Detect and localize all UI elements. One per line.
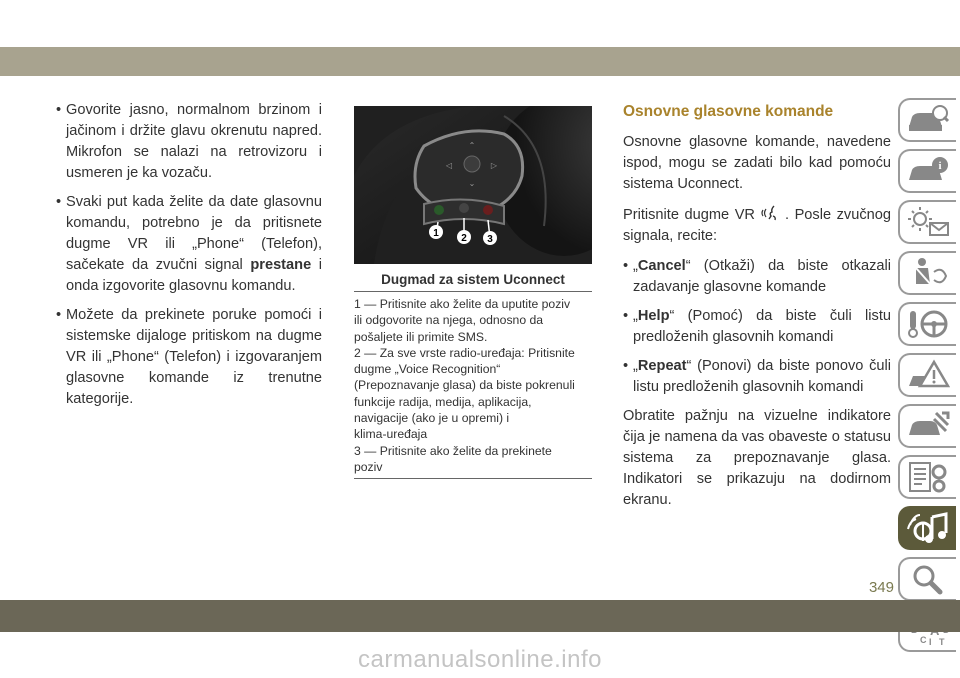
car-info-icon <box>906 103 950 137</box>
footer-band <box>0 600 960 632</box>
quote-open: „ <box>633 258 638 274</box>
caption-line: klima-uređaja <box>354 427 428 442</box>
seat-belt-icon <box>906 256 950 290</box>
command-item <box>623 356 891 398</box>
voice-recognition-icon <box>759 204 781 222</box>
bullet-item <box>56 100 322 184</box>
steering-wheel-illustration <box>354 106 592 264</box>
tab-seat-belt[interactable] <box>898 251 956 295</box>
press-instruction <box>623 204 891 247</box>
tab-dashboard-lights[interactable] <box>898 200 956 244</box>
quote-open: „ <box>633 308 638 324</box>
callout-label-3: 3 <box>487 234 493 245</box>
bullet-text: i onda izgovorite glasovnu komandu. <box>66 257 322 294</box>
car-warning-icon <box>906 154 950 188</box>
page-number: 349 <box>868 579 894 596</box>
command-item <box>623 256 891 298</box>
svg-text:i: i <box>938 160 942 172</box>
command-keyword: Repeat <box>637 358 687 374</box>
caption-line: navigacije (ako je u opremi) i <box>354 411 510 426</box>
bullet-item <box>56 192 322 297</box>
callout-label-2: 2 <box>461 233 467 244</box>
index-letter: I <box>929 637 932 647</box>
bullet-dot: • <box>56 194 62 210</box>
caption-line: pošaljete ili primite SMS. <box>354 329 488 344</box>
caption-line: dugme „Voice Recognition“ <box>354 362 501 377</box>
tab-multimedia[interactable] <box>898 506 956 550</box>
bullet-dot: • <box>56 102 62 118</box>
tab-search[interactable] <box>898 557 956 601</box>
steering-wheel-photo <box>354 106 592 264</box>
quote-open: „ <box>633 358 638 374</box>
caption-divider <box>354 478 592 479</box>
caption-line: 2 — Za sve vrste radio-uređaja: Pritisnite <box>354 345 575 360</box>
right-column <box>623 100 891 520</box>
multimedia-icon <box>906 511 950 545</box>
bullet-dot: • <box>623 258 629 274</box>
caption-line: poziv <box>354 459 383 474</box>
hazard-triangle-icon <box>906 358 950 392</box>
command-keyword: Help <box>637 308 670 324</box>
watermark: carmanualsonline.info <box>358 646 602 673</box>
svg-text:⌃: ⌃ <box>468 141 476 150</box>
header-band <box>0 47 960 76</box>
tab-hazard[interactable] <box>898 353 956 397</box>
command-item <box>623 306 891 348</box>
svg-text:▷: ▷ <box>490 161 498 170</box>
steering-key-icon <box>906 307 950 341</box>
index-letter: C <box>920 635 927 645</box>
caption-line: 3 — Pritisnite ako želite da prekinete <box>354 443 552 458</box>
caption-line: funkcije radija, medija, aplikacija, <box>354 394 532 409</box>
bullet-dot: • <box>623 358 629 374</box>
press-text: . Posle zvučnog signala, recite: <box>623 207 891 244</box>
section-heading: Osnovne glasovne komande <box>623 103 834 120</box>
command-description: “ (Ponovi) da biste ponovo čuli listu predloženih glasovnih komandi <box>633 358 891 395</box>
command-description: “ (Otkaži) da biste otkazali zadavanje glasovne komande <box>633 258 891 295</box>
press-text: Pritisnite dugme VR <box>623 207 755 223</box>
command-description: “ (Pomoć) da biste čuli listu predloženih glasovnih komandi <box>633 308 891 345</box>
caption-divider <box>354 291 592 292</box>
tab-car-info[interactable] <box>898 98 956 142</box>
figure-caption-body <box>354 296 592 475</box>
figure-caption-title: Dugmad za sistem Uconnect <box>381 272 565 287</box>
bullet-bold: prestane <box>250 257 312 273</box>
callout-label-1: 1 <box>433 228 439 239</box>
chapter-tabs <box>898 98 960 659</box>
bullet-dot: • <box>56 307 62 323</box>
bullet-text: Svaki put kada želite da date glasovnu komandu, potrebno je da pritisnete dugme VR ili „Phone“ (Telefon), sačekate da zvučni signal <box>66 194 322 273</box>
tab-car-warning[interactable] <box>898 149 956 193</box>
closing-paragraph: Obratite pažnju na vizuelne indikatore čija je namena da vas obaveste o statusu sistema za prepoznavanje glasa. Indikatori se prikazuju na dodirnom ekranu. <box>623 408 891 508</box>
tab-car-service[interactable] <box>898 404 956 448</box>
svg-text:◁: ◁ <box>445 161 453 170</box>
bullet-text: Možete da prekinete poruke pomoći i sistemske dijaloge pritiskom na dugme VR ili „Phone“ (Telefon) i izgovaranjem glasovne komande iz trenutne kategorije. <box>66 307 322 407</box>
bullet-dot: • <box>623 308 629 324</box>
left-column <box>56 100 322 418</box>
index-letter: T <box>939 637 945 647</box>
dashboard-lights-icon <box>906 205 950 239</box>
car-service-icon <box>906 409 950 443</box>
intro-paragraph: Osnovne glasovne komande, navedene ispod, mogu se zadati bilo kad pomoću sistema Uconnect. <box>623 134 891 192</box>
command-keyword: Cancel <box>637 258 686 274</box>
bullet-item <box>56 305 322 410</box>
search-icon <box>906 562 950 596</box>
tab-specifications[interactable] <box>898 455 956 499</box>
bullet-text: Govorite jasno, normalnom brzinom i jačinom i držite glavu okrenutu napred. Mikrofon se nalazi na retrovizoru i usmeren je ka vozaču. <box>66 102 322 181</box>
caption-line: 1 — Pritisnite ako želite da uputite poziv <box>354 297 571 311</box>
svg-text:⌄: ⌄ <box>468 179 476 188</box>
caption-line: ili odgovorite na njega, odnosno da <box>354 313 544 328</box>
tab-steering-key[interactable] <box>898 302 956 346</box>
specifications-icon <box>906 460 950 494</box>
caption-line: (Prepoznavanje glasa) da biste pokrenuli <box>354 378 575 393</box>
